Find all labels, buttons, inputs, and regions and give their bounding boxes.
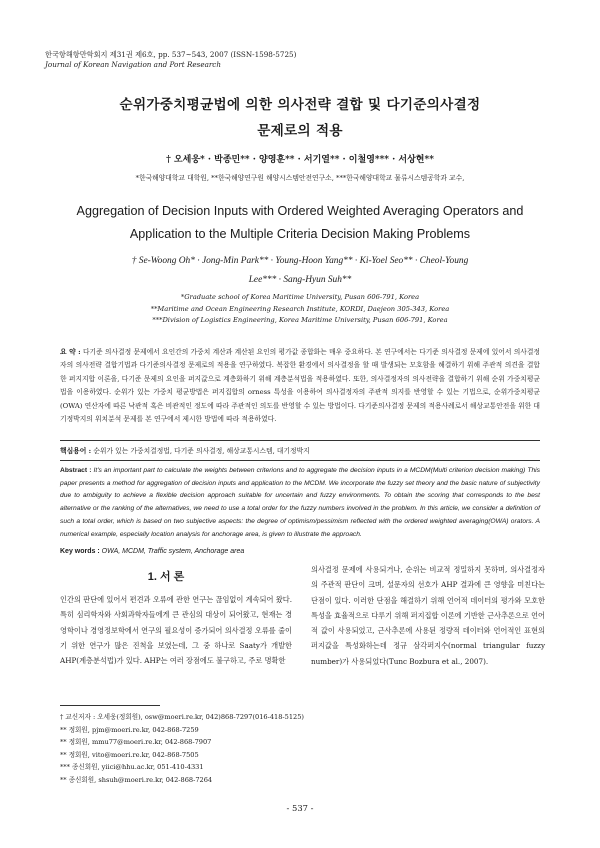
abstract-korean-text: 다기준 의사결정 문제에서 요인간의 가중치 계산과 계산된 요인의 평가값 종합화는 매우 중요하다. 본 연구에서는 다기준 의사결정 문제에 있어서 의사결정자의 의사전략 결합기법과 다기준의사결정 문제로의 적용을 연구하였다. 복잡한 환경에서 의사결정을 할 때 발생되는 모호함을 해결하기 위해 주관적 의견을 결합한 퍼지지합 이론을, 다기준 문제의 요인을 퍼지값으로 계층화하기 위해 계층분석법을 적용하였다. 또한, 의사결정자의 의사전략을 결합하기 위해 순위 가중치평균법을 이용하였다. 순위가 있는 가중치 평균방법은 퍼지집합의 orness 특성을 이용하여 의사결정자의 주관적 의지를 반영할 수 있는 기법으로, 순위가중치평균(OWA) 연산자에 따른 낙관적 혹은 비관적인 정도에 따라 주관적인 의도를 반영할 수 있는 방법이다. 다기준의사결정 문제의 적용사례로서 해상교통안전을 위한 대기정박지의 위치분석 문제를 본 연구에서 제시한 방법에 따라 적용하였다. [60,348,540,424]
abstract-english-label: Abstract : [60,467,92,474]
abstract-english-text: It's an important part to calculate the weights between criterions and to aggregate the decision inputs in a MCDM(Multi criterion decision making) This paper presents a method for aggregation of decision inputs and application to the MCDM. We incorporate the fuzzy set theory and the basic nature of subjectivity due to ambiguity to achieve a flexible decision approach suitable for uncertain and fuzzy environments. To obtain the scoring that corresponds to the best alternative or the ranking of the alternatives, we need to use a total order for the fuzzy numbers involved in the problem. In this article, we consider a definition of such a total order, which is based on two subjective aspects: the degree of optimism/pessimism reflected with the ordered weighted averaging(OWA) orators. A numerical example, especially location analysis for anchorage area, is given to illustrate the approach. [60,467,540,538]
authors-english-line2: Lee*** · Sang-Hyun Suh** [248,275,352,285]
keywords-english-label: Key words : [60,548,100,555]
keywords-english [60,548,540,555]
section-heading-introduction: 1. 서 론 [147,571,185,583]
introduction-left-column: 인간의 판단에 있어서 편견과 오류에 관한 연구는 끊임없이 계속되어 왔다. 특히 심리학자와 사회과학자들에게 큰 관심의 대상이 되어왔고, 현재는 경영학이나 경영정보학에서 연구의 필요성이 증가되어 의사결정 오류를 줄이기 위한 연구가 많은 진척을 보였는데, 그 중 하나로 Saaty가 개발한 AHP(계층분석법)가 있다. AHP는 여러 장점에도 불구하고, 주로 명확한 [60,595,292,666]
affiliation-en-2: **Maritime and Ocean Engineering Research Institute, KORDI, Daejeon 305-343, Korea [150,304,450,313]
introduction-right-column: 의사결정 문제에 사용되거나, 순위는 비교적 정밀하지 못하며, 의사결정자의 주관적 판단이 크며, 설문자의 선호가 AHP 결과에 큰 영향을 미친다는 단점이 있다. 이러한 단점을 해결하기 위해 언어적 데이터의 평가와 모호한 특성을 효율적으로 다루기 위해 퍼지집합 이론에 기반한 근사추론으로 언어적 값이 사용되었고, 근사추론에 사용된 정량적 데이터와 언어적인 표현의 퍼지값을 특성화하는데 정규 삼각퍼지수(normal triangular fuzzy number)가 사용되었다(Tunc Bozbura et al., 2007). [311,565,545,666]
page-number: - 537 - [286,803,314,813]
footnote-corresponding-author: † 교신저자 : 오세웅(정회원), osw@moeri.re.kr, 042)868-7297(016-418-5125) [60,713,304,721]
abstract-korean [60,346,540,426]
title-korean [0,92,600,144]
title-english-line1: Aggregation of Decision Inputs with Ordered Weighted Averaging Operators and [76,204,524,218]
keywords-english-text: OWA, MCDM, Traffic system, Anchorage area [101,548,245,555]
keywords-korean-text: 순위가 있는 가중치결정법, 다기준 의사결정, 해상교통시스템, 대기정박지 [93,447,310,455]
journal-citation-kr: 한국항해항만학회지 제31권 제6호, pp. 537~543, 2007 (ISSN-1598-5725) [45,50,297,59]
footnote-author-2: ** 정회원, pjm@moeri.re.kr, 042-868-7259 [60,725,199,734]
title-korean-line2: 문제로의 적용 [257,123,343,139]
keywords-korean-label: 핵심용어 : [60,447,92,455]
abstract-korean-label: 요 약 : [60,348,81,356]
footnote-divider [60,705,160,706]
footnote-author-4: ** 정회원, vito@moeri.re.kr, 042-868-7505 [60,750,199,759]
journal-header [45,50,296,70]
authors-korean: † 오세웅* · 박종민** · 양영훈** · 서기열** · 이철영*** · 서상현** [166,155,434,165]
abstract-divider [60,440,540,441]
footnote-author-6: ** 종신회원, shsuh@moeri.re.kr, 042-868-7264 [60,775,213,784]
journal-name-en: Journal of Korean Navigation and Port Research [45,60,221,69]
keywords-korean [60,445,540,455]
affiliation-en-1: *Graduate school of Korea Maritime University, Pusan 606-791, Korea [180,293,420,301]
authors-english-line1: † Se-Woong Oh* · Jong-Min Park** · Young-Hoon Yang** · Ki-Yoel Seo** · Cheol-Young [131,256,469,266]
authors-english [60,252,540,290]
footnotes [60,711,320,787]
title-korean-line1: 순위가중치평균법에 의한 의사전략 결합 및 다기준의사결정 [119,97,481,113]
title-english [30,200,570,246]
footnote-author-3: ** 정회원, mmu77@moeri.re.kr, 042-868-7907 [60,738,212,747]
abstract-english [60,465,540,541]
title-english-line2: Application to the Multiple Criteria Decision Making Problems [129,227,471,241]
affiliations-english [0,292,600,327]
affiliation-en-3: ***Division of Logistics Engineering, Korea Maritime University, Pusan 606-791, Korea [152,316,448,324]
affiliations-korean: *한국해양대학교 대학원, **한국해양연구원 해양시스템안전연구소, ***한국해양대학교 물류시스템공학과 교수, [135,174,465,182]
footnote-author-5: *** 종신회원, yiici@hhu.ac.kr, 051-410-4331 [60,763,204,772]
keywords-divider [60,460,540,461]
